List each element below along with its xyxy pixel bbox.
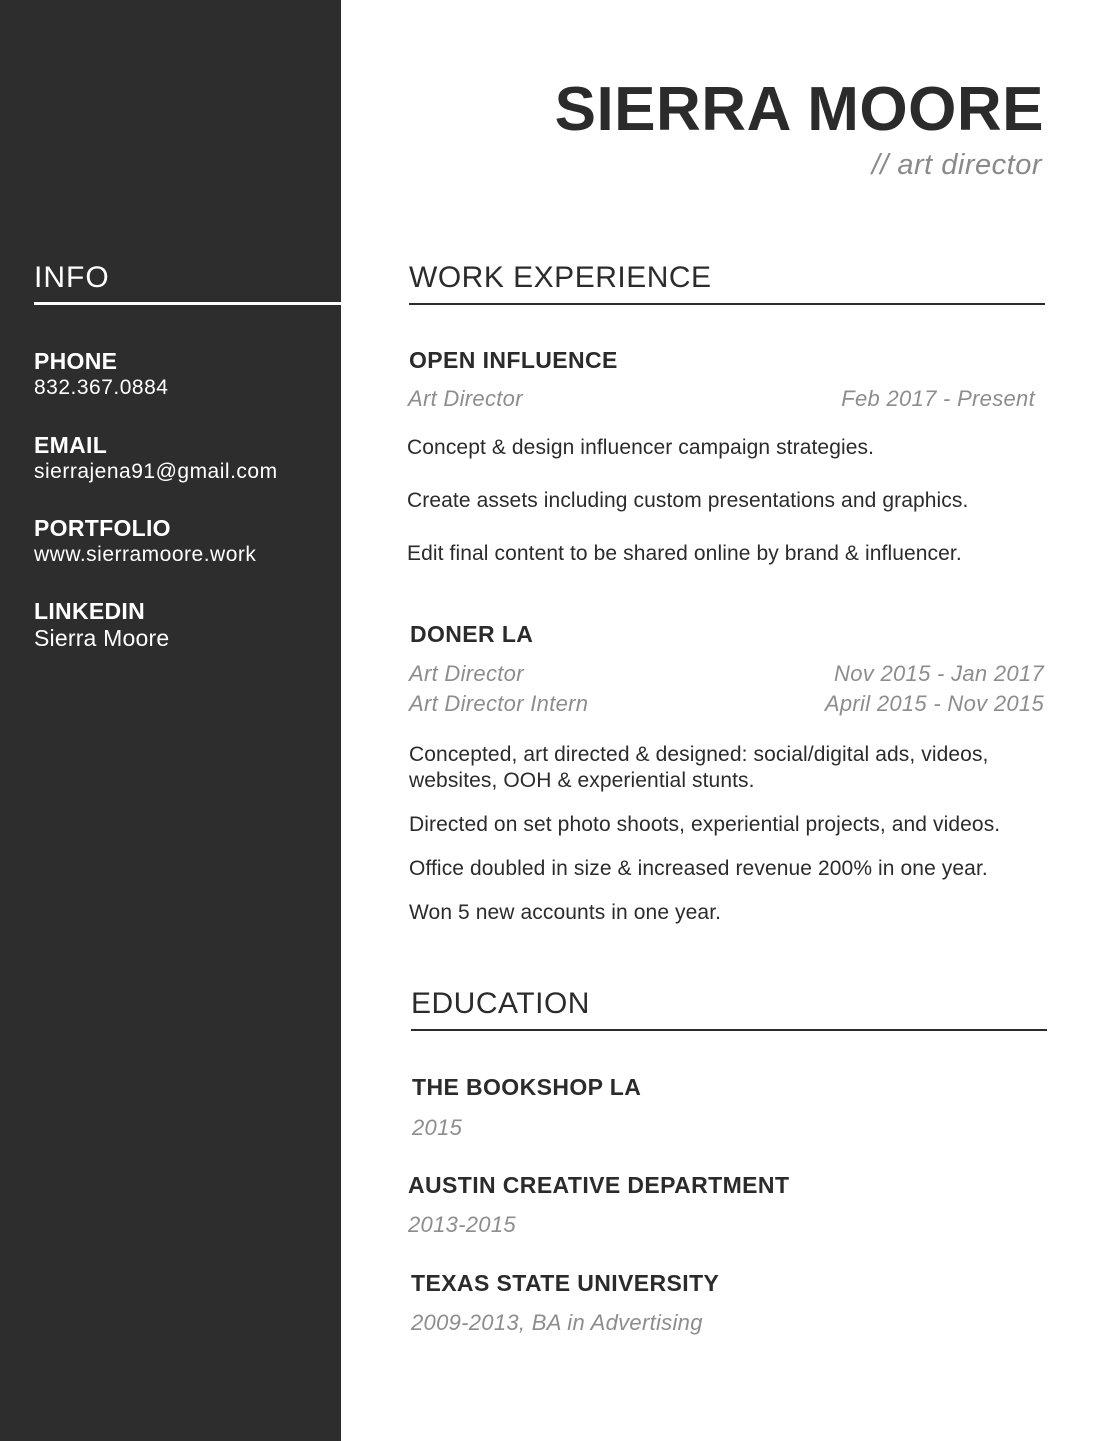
job-role: Art Director — [409, 661, 524, 686]
job-dates: Nov 2015 - Jan 2017 — [834, 661, 1044, 686]
info-divider — [34, 302, 341, 305]
linkedin-block — [34, 597, 169, 651]
work-experience-divider — [409, 303, 1045, 305]
job-company: OPEN INFLUENCE — [409, 347, 618, 373]
work-experience-heading: WORK EXPERIENCE — [409, 261, 712, 294]
email-block — [34, 431, 278, 485]
job-company: DONER LA — [410, 621, 534, 647]
job-bullet: Create assets including custom presentations and graphics. — [407, 489, 969, 512]
phone-value: 832.367.0884 — [34, 376, 169, 399]
job-role: Art Director — [408, 386, 523, 411]
education-divider — [411, 1029, 1047, 1031]
info-heading: INFO — [34, 261, 110, 294]
portfolio-label: PORTFOLIO — [34, 515, 171, 541]
job-dates: April 2015 - Nov 2015 — [824, 691, 1044, 716]
school-detail: 2015 — [412, 1115, 463, 1140]
job-bullet: Concept & design influencer campaign strategies. — [407, 436, 875, 459]
email-label: EMAIL — [34, 432, 108, 458]
job-bullet: Edit final content to be shared online by brand & influencer. — [407, 542, 962, 565]
school-detail: 2009-2013, BA in Advertising — [411, 1310, 703, 1335]
job-dates: Feb 2017 - Present — [841, 386, 1035, 411]
job-bullet: Concepted, art directed & designed: social/digital ads, videos, websites, OOH & experiential stunts. — [409, 743, 989, 792]
portfolio-block — [34, 514, 256, 568]
linkedin-value[interactable]: Sierra Moore — [34, 625, 170, 651]
linkedin-label: LINKEDIN — [34, 598, 146, 624]
education-heading: EDUCATION — [411, 987, 590, 1020]
phone-label: PHONE — [34, 348, 118, 374]
candidate-role: // art director — [871, 149, 1042, 181]
phone-block — [34, 347, 168, 401]
email-value[interactable]: sierrajena91@gmail.com — [34, 460, 278, 483]
job-bullet: Office doubled in size & increased revenue 200% in one year. — [409, 857, 988, 880]
candidate-name: SIERRA MOORE — [554, 75, 1044, 144]
job-role: Art Director Intern — [409, 691, 589, 716]
school-detail: 2013-2015 — [408, 1212, 516, 1237]
portfolio-value[interactable]: www.sierramoore.work — [34, 543, 257, 566]
school-name: THE BOOKSHOP LA — [412, 1074, 642, 1100]
school-name: AUSTIN CREATIVE DEPARTMENT — [408, 1172, 790, 1198]
job-bullet: Won 5 new accounts in one year. — [409, 901, 722, 924]
school-name: TEXAS STATE UNIVERSITY — [411, 1270, 720, 1296]
job-bullet: Directed on set photo shoots, experiential projects, and videos. — [409, 813, 1001, 836]
sidebar — [0, 0, 341, 1441]
